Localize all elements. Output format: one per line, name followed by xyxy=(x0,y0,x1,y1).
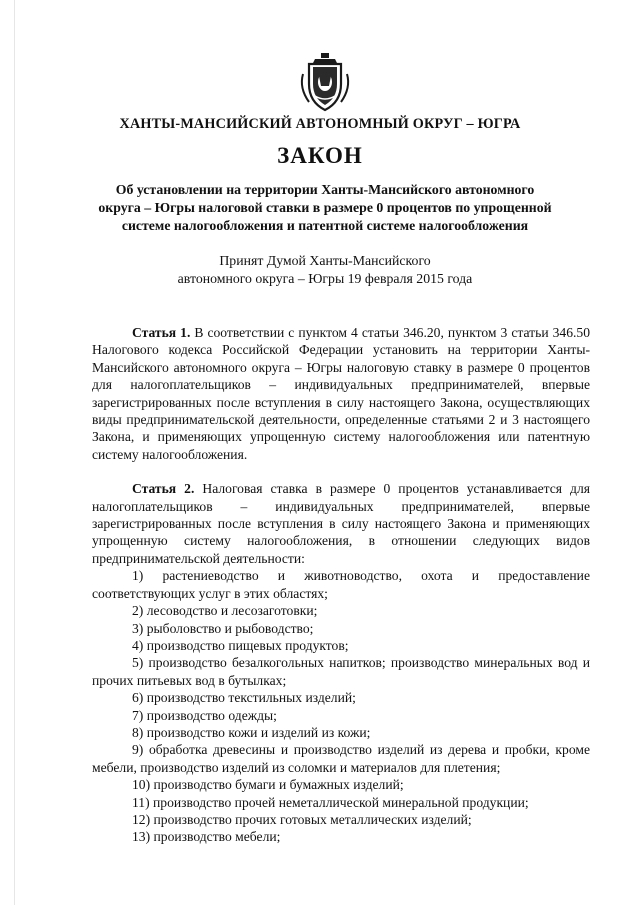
coat-of-arms-icon xyxy=(295,52,355,112)
law-subject xyxy=(90,181,560,235)
article-1 xyxy=(92,324,590,463)
list-item: 1) растениеводство и животноводство, охота и предоставление соответствующих услуг в этих областях; xyxy=(92,568,590,601)
article-text: В соответствии с пунктом 4 статьи 346.20, пунктом 3 статьи 346.50 Налогового кодекса Российской Федерации установить на территории Ханты-Мансийского автономного округа – Югры налоговую ставку в размере 0 процентов для налогоплательщиков – индивидуальных предпринимателей, впервые зарегистрированных после вступления в силу настоящего Закона, осуществляющих виды предпринимательской деятельности, определенные статьями 2 и 3 настоящего Закона, и применяющих упрощенную систему налогообложения или патентную систему налогообложения. xyxy=(92,325,590,462)
article-2 xyxy=(92,480,590,846)
list-item: 11) производство прочей неметаллической минеральной продукции; xyxy=(132,794,529,810)
list-item: 2) лесоводство и лесозаготовки; xyxy=(132,603,318,619)
law-body xyxy=(92,324,590,846)
list-item: 3) рыболовство и рыбоводство; xyxy=(132,620,314,636)
article-label: Статья 2. xyxy=(132,481,195,497)
adoption-line: Принят Думой Ханты-Мансийского xyxy=(219,253,431,268)
adoption-note xyxy=(120,252,530,288)
subject-line: Об установлении на территории Ханты-Мансийского автономного xyxy=(115,182,535,197)
subject-line: округа – Югры налоговой ставки в размере 0 процентов по упрощенной xyxy=(98,200,552,215)
list-item: 8) производство кожи и изделий из кожи; xyxy=(132,724,371,740)
scan-edge xyxy=(14,0,15,905)
list-item: 13) производство мебели; xyxy=(132,829,281,845)
adoption-line: автономного округа – Югры 19 февраля 2015 года xyxy=(177,271,473,286)
list-item: 12) производство прочих готовых металлических изделий; xyxy=(132,811,472,827)
list-item: 6) производство текстильных изделий; xyxy=(132,690,356,706)
article-label: Статья 1. xyxy=(132,325,191,340)
list-item: 4) производство пищевых продуктов; xyxy=(132,637,349,653)
document-type: ЗАКОН xyxy=(277,143,363,168)
region-title: ХАНТЫ-МАНСИЙСКИЙ АВТОНОМНЫЙ ОКРУГ – ЮГРА xyxy=(119,116,521,132)
list-item: 5) производство безалкогольных напитков; производство минеральных вод и прочих питьевых вод в бутылках; xyxy=(92,655,590,688)
article-intro xyxy=(92,480,590,567)
article-text: Налоговая ставка в размере 0 процентов устанавливается для налогоплательщиков – индивидуальных предпринимателей, впервые зарегистрированных после вступления в силу настоящего Закона и применяющих упрощенную систему налогообложения, в отношении следующих видов предпринимательской деятельности: xyxy=(92,481,591,566)
list-item: 10) производство бумаги и бумажных изделий; xyxy=(132,777,404,793)
subject-line: системе налогообложения и патентной системе налогообложения xyxy=(121,218,529,233)
list-item: 9) обработка древесины и производство изделий из дерева и пробки, кроме мебели, производство изделий из соломки и материалов для плетения; xyxy=(92,742,590,775)
list-item: 7) производство одежды; xyxy=(132,707,277,723)
